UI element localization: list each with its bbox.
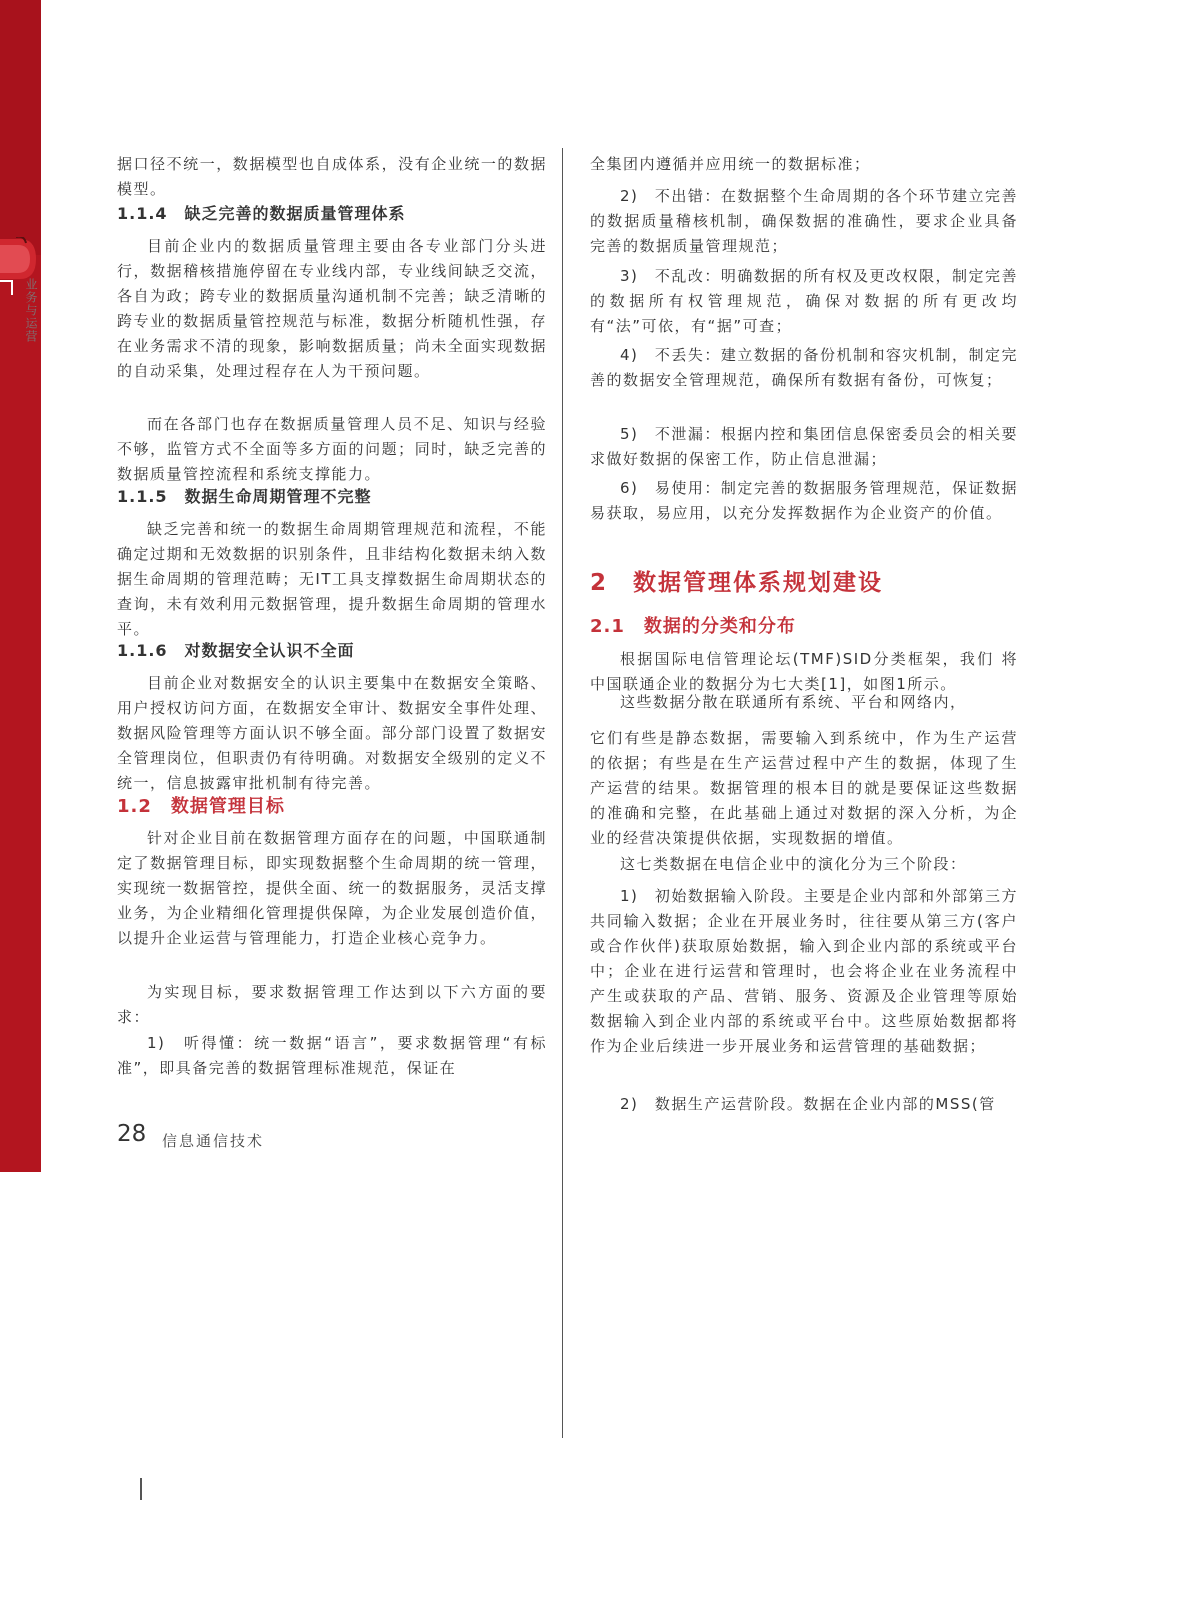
bottom-mark	[140, 1478, 142, 1500]
requirement-2: 2) 不出错：在数据整个生命周期的各个环节建立完善的数据质量稽核机制，确保数据的准确性，要求企业具备完善的数据质量管理规范；	[590, 187, 1018, 255]
requirement-6: 6) 易使用：制定完善的数据服务管理规范，保证数据易获取，易应用，以充分发挥数据作为企业资产的价值。	[590, 479, 1018, 522]
heading-1-1-6: 1.1.6 对数据安全认识不全面	[117, 641, 355, 660]
requirement-5: 5) 不泄漏：根据内控和集团信息保密委员会的相关要求做好数据的保密工作，防止信息泄漏；	[590, 425, 1018, 468]
column-divider	[562, 148, 563, 1438]
heading-1-1-5: 1.1.5 数据生命周期管理不完整	[117, 487, 372, 506]
paragraph-intro: 据口径不统一，数据模型也自成体系，没有企业统一的数据模型。	[117, 155, 547, 198]
stage-2: 2) 数据生产运营阶段。数据在企业内部的MSS(管	[620, 1095, 996, 1113]
paragraph-1-1-4-a: 目前企业内的数据质量管理主要由各专业部门分头进行，数据稽核措施停留在专业线内部，专业线间缺乏交流，各自为政；跨专业的数据质量沟通机制不完善；缺乏清晰的跨专业的数据质量管控规范与标准，数据分析随机性强，存在业务需求不清的现象，影响数据质量；尚未全面实现数据的自动采集，处理过程存在人为干预问题。	[117, 237, 547, 380]
paragraph-2-1-a: 根据国际电信管理论坛(TMF)SID分类框架，我们 将中国联通企业的数据分为七大类[1]，如图1所示。	[590, 650, 1018, 693]
paragraph-2-1-d: 这七类数据在电信企业中的演化分为三个阶段：	[620, 855, 967, 873]
paragraph-continuation: 全集团内遵循并应用统一的数据标准；	[590, 155, 871, 173]
requirement-3: 3) 不乱改：明确数据的所有权及更改权限，制定完善的数据所有权管理规范，确保对数据的所有更改均有“法”可依，有“据”可查；	[590, 267, 1018, 335]
journal-name: 信息通信技术	[162, 1132, 265, 1150]
requirement-4: 4) 不丢失：建立数据的备份机制和容灾机制，制定完善的数据安全管理规范，确保所有数据有备份，可恢复；	[590, 346, 1018, 389]
heading-1-1-4: 1.1.4 缺乏完善的数据质量管理体系	[117, 204, 406, 223]
paragraph-1-2-c: 1) 听得懂：统一数据“语言”，要求数据管理“有标准”，即具备完善的数据管理标准规范，保证在	[117, 1034, 547, 1077]
paragraph-1-2-a: 针对企业目前在数据管理方面存在的问题，中国联通制定了数据管理目标，即实现数据整个生命周期的统一管理，实现统一数据管控，提供全面、统一的数据服务，灵活支撑业务，为企业精细化管理提供保障，为企业发展创造价值，以提升企业运营与管理能力，打造企业核心竞争力。	[117, 829, 547, 947]
stage-1: 1) 初始数据输入阶段。主要是企业内部和外部第三方共同输入数据；企业在开展业务时，往往要从第三方(客户或合作伙伴)获取原始数据，输入到企业内部的系统或平台中；企业在进行运营和管理时，也会将企业在业务流程中产生或获取的产品、营销、服务、资源及企业管理等原始数据输入到企业内部的系统或平台中。这些原始数据都将作为企业后续进一步开展业务和运营管理的基础数据；	[590, 887, 1018, 1055]
heading-1-2: 1.2 数据管理目标	[117, 796, 285, 817]
left-margin-bar-top	[0, 0, 41, 255]
heading-2-1: 2.1 数据的分类和分布	[590, 616, 796, 637]
paragraph-1-1-6: 目前企业对数据安全的认识主要集中在数据安全策略、用户授权访问方面，在数据安全审计、数据安全事件处理、数据风险管理等方面认识不够全面。部分部门设置了数据安全管理岗位，但职责仍有待明确。对数据安全级别的定义不统一，信息披露审批机制有待完善。	[117, 674, 547, 792]
paragraph-2-1-b: 这些数据分散在联通所有系统、平台和网络内，	[620, 693, 967, 711]
section-side-label: 业务与运营	[24, 278, 38, 343]
paragraph-2-1-c: 它们有些是静态数据，需要输入到系统中，作为生产运营的依据；有些是在生产运营过程中产生的数据，体现了生产运营的结果。数据管理的根本目的就是要保证这些数据的准确和完整，在此基础上通过对数据的深入分析，为企业的经营决策提供依据，实现数据的增值。	[590, 729, 1018, 847]
page-number: 28	[117, 1121, 147, 1147]
paragraph-1-2-b: 为实现目标，要求数据管理工作达到以下六方面的要求：	[117, 983, 547, 1026]
heading-2: 2 数据管理体系规划建设	[590, 570, 884, 596]
paragraph-1-1-4-b: 而在各部门也存在数据质量管理人员不足、知识与经验不够，监管方式不全面等多方面的问题；同时，缺乏完善的数据质量管控流程和系统支撑能力。	[117, 415, 547, 483]
paragraph-1-1-5: 缺乏完善和统一的数据生命周期管理规范和流程，不能确定过期和无效数据的识别条件，且非结构化数据未纳入数据生命周期的管理范畴；无IT工具支撑数据生命周期状态的查询，未有效利用元数据管理，提升数据生命周期的管理水平。	[117, 520, 547, 638]
